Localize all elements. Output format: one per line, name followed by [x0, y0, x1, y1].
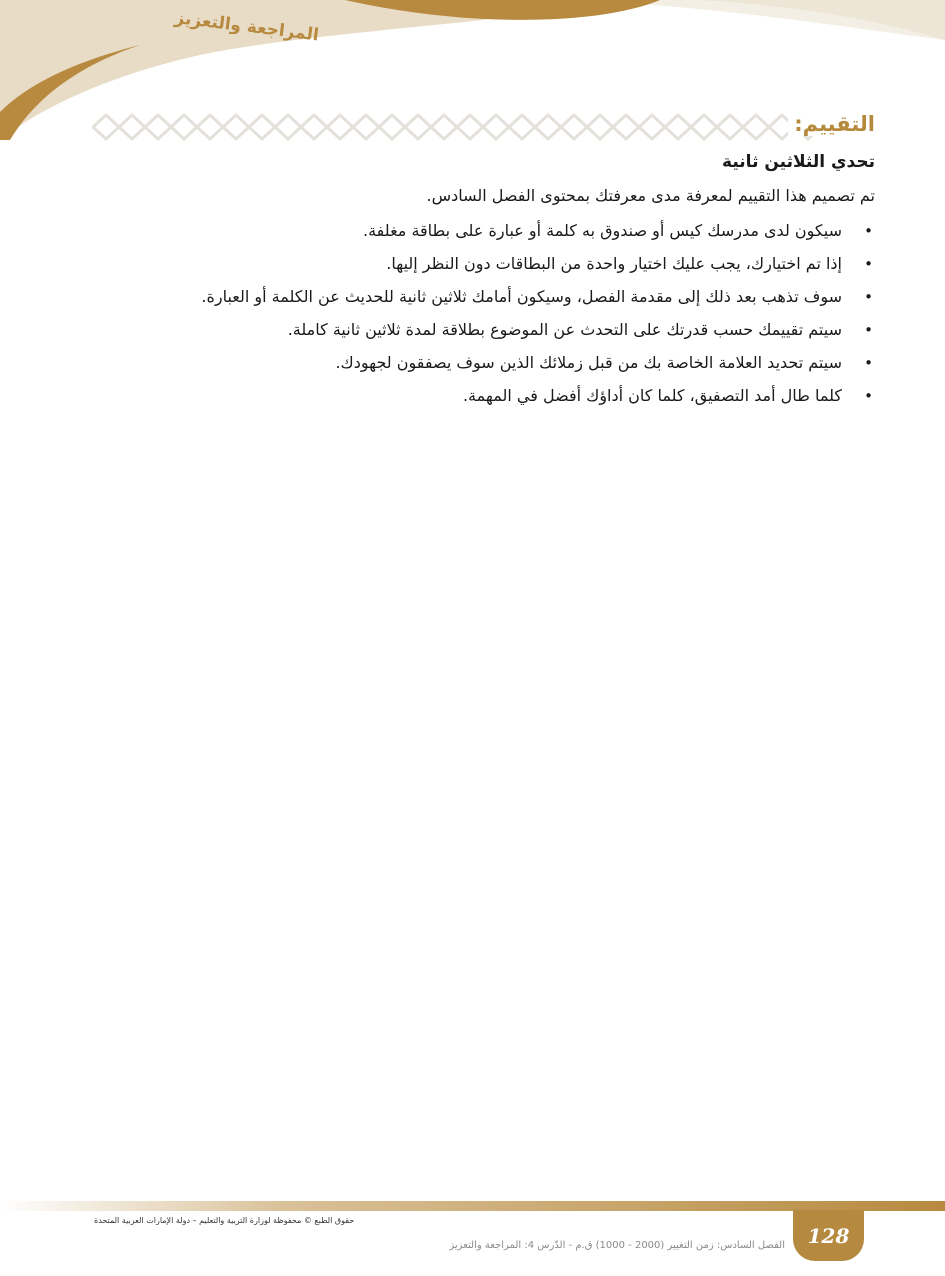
diamond-shape [327, 115, 353, 139]
list-item [75, 252, 875, 285]
bullet-icon: • [864, 321, 873, 339]
diamond-shape [301, 115, 327, 139]
diamond-shape [457, 115, 483, 139]
diamond-shape [613, 115, 639, 139]
copyright-notice: حقوق الطبع © محفوظة لوزارة التربية والتعليم – دولة الإمارات العربية المتحدة [94, 1216, 355, 1225]
diamond-shape [275, 115, 301, 139]
diamond-shape [535, 115, 561, 139]
diamond-shape [197, 115, 223, 139]
diamond-shape [587, 115, 613, 139]
chapter-reference: الفصل السادس: زمن التغيير (2000 - 1000) ق.م - الدّرس 4: المراجعة والتعزيز [449, 1240, 785, 1251]
diamond-shape [171, 115, 197, 139]
diamond-shape [431, 115, 457, 139]
list-item-text: سوف تذهب بعد ذلك إلى مقدمة الفصل، وسيكون أمامك ثلاثين ثانية للحديث عن الكلمة أو العبارة. [201, 287, 842, 306]
diamond-shape [561, 115, 587, 139]
diamond-shape [483, 115, 509, 139]
bullet-icon: • [864, 255, 873, 273]
diamond-shape [743, 115, 769, 139]
challenge-title: تحدي الثلاثين ثانية [722, 152, 875, 172]
list-item-text: إذا تم اختيارك، يجب عليك اختيار واحدة من البطاقات دون النظر إليها. [386, 254, 842, 273]
diamond-shape [145, 115, 171, 139]
diamond-shape [691, 115, 717, 139]
diamond-shape [223, 115, 249, 139]
list-item [75, 219, 875, 252]
bullet-icon: • [864, 222, 873, 240]
diamond-shape [249, 115, 275, 139]
list-item [75, 318, 875, 351]
list-item-text: كلما طال أمد التصفيق، كلما كان أداؤك أفضل في المهمة. [462, 386, 842, 405]
diamond-shape [93, 115, 119, 139]
list-item-text: سيتم تقييمك حسب قدرتك على التحدث عن الموضوع بطلاقة لمدة ثلاثين ثانية كاملة. [287, 320, 842, 339]
section-tag: المراجعة والتعزيز [173, 8, 320, 46]
bullet-icon: • [864, 288, 873, 306]
bullet-icon: • [864, 387, 873, 405]
diamond-shape [353, 115, 379, 139]
instruction-list [75, 219, 875, 417]
diamond-shape [665, 115, 691, 139]
list-item-text: سيتم تحديد العلامة الخاصة بك من قبل زملائك الذين سوف يصفقون لجهودك. [335, 353, 842, 372]
bullet-icon: • [864, 354, 873, 372]
list-item [75, 351, 875, 384]
assessment-heading: التقييم: [788, 112, 875, 136]
diamond-ornament-rule [92, 112, 832, 142]
intro-text: تم تصميم هذا التقييم لمعرفة مدى معرفتك بمحتوى الفصل السادس. [426, 186, 875, 205]
diamond-shape [405, 115, 431, 139]
list-item [75, 285, 875, 318]
diamond-shape [509, 115, 535, 139]
diamond-shape [717, 115, 743, 139]
diamond-shape [379, 115, 405, 139]
list-item-text: سيكون لدى مدرسك كيس أو صندوق به كلمة أو عبارة على بطاقة مغلفة. [363, 221, 842, 240]
diamond-shape [119, 115, 145, 139]
page-number: 128 [793, 1210, 864, 1261]
list-item [75, 384, 875, 417]
diamond-shape [639, 115, 665, 139]
